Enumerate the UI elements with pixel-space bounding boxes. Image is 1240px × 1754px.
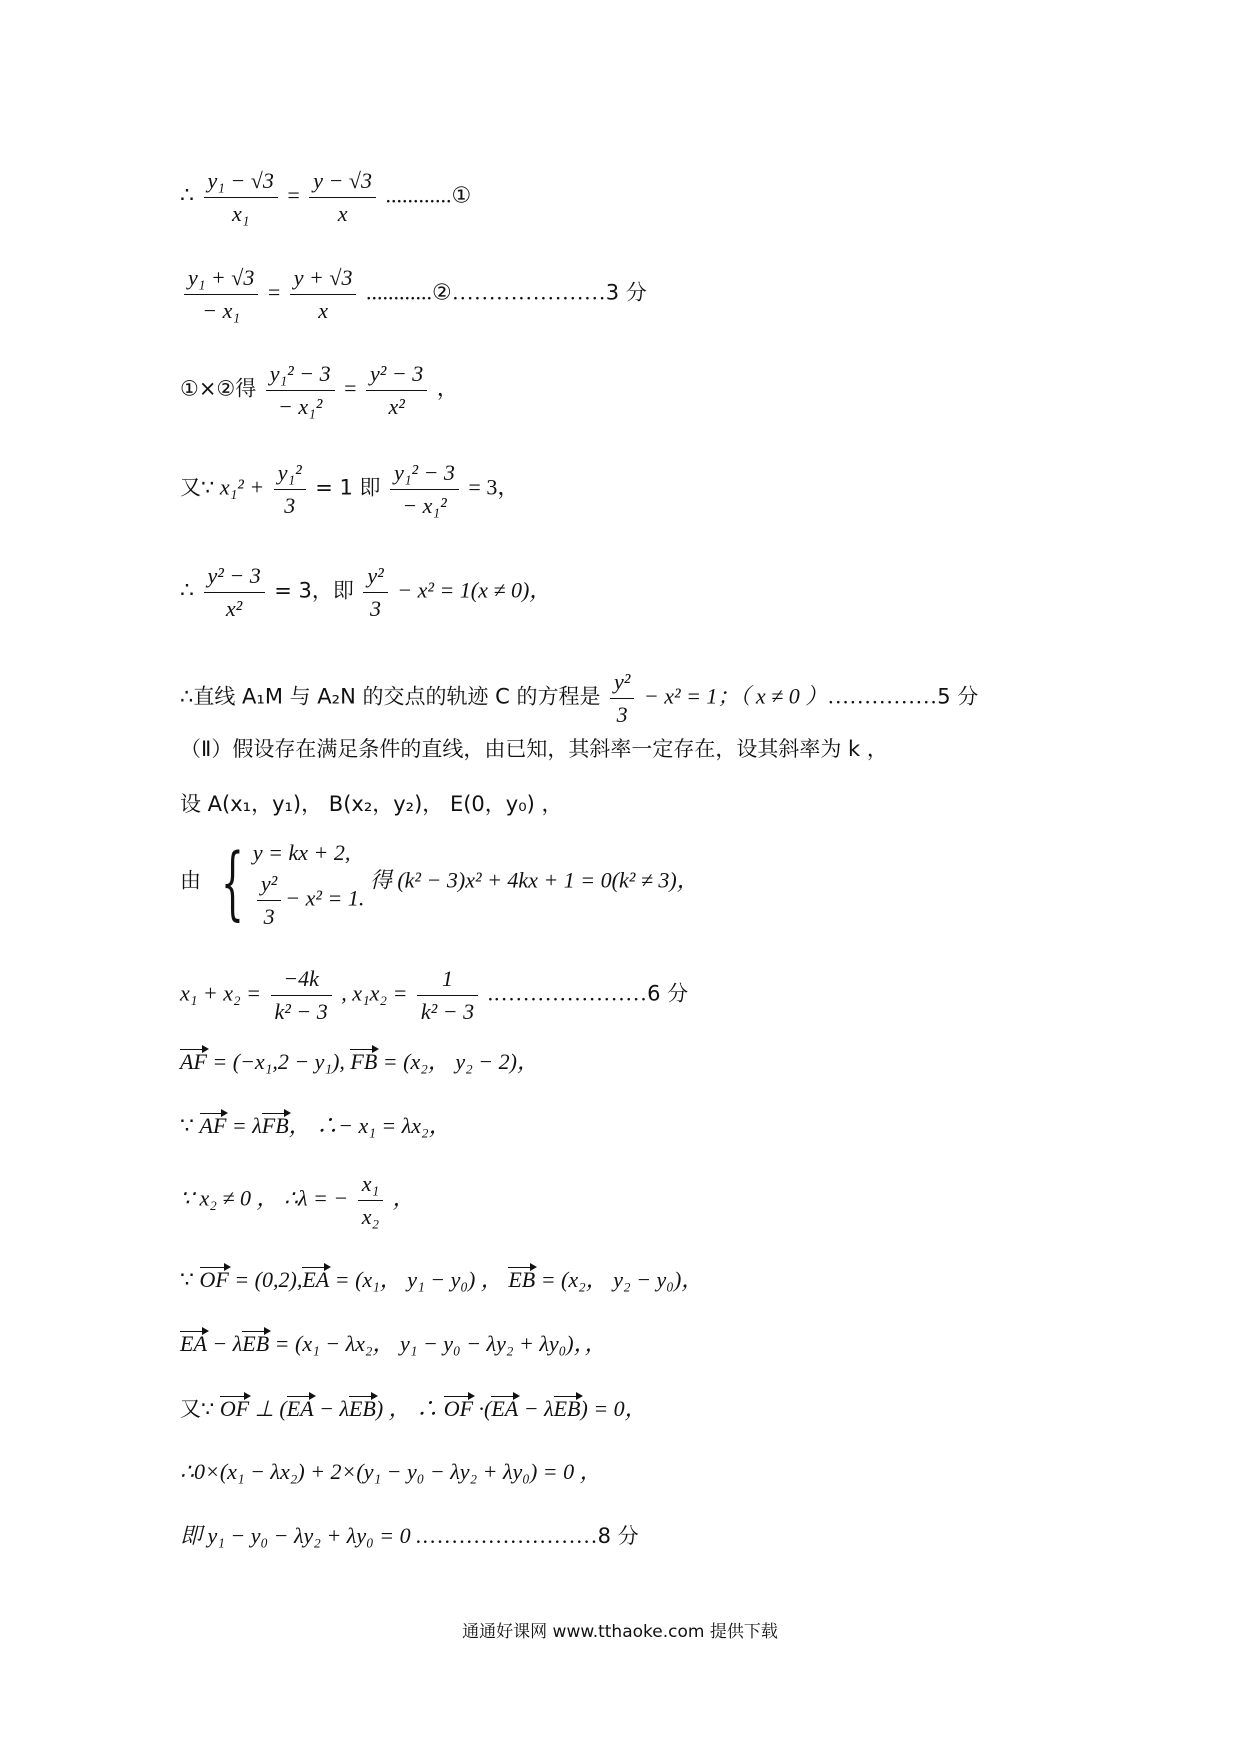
fraction: $\frac{\text{y²}}{3}$ (257, 871, 281, 930)
fraction: $\frac{\text{x₁}}{\text{x₂}}$ (358, 1171, 383, 1230)
equation-line-12 (180, 1112, 451, 1140)
fraction: $\frac{\text{y₁² − 3}}{\text{− x₁²}}$ (266, 361, 335, 420)
statement-text: 设 A(x₁，y₁)， B(x₂，y₂)， E(0，y₀) ， (180, 792, 563, 816)
equation-line-10 (180, 966, 688, 1025)
vector-symbol: OF (219, 1396, 250, 1421)
leader-dots: …………… (827, 683, 938, 709)
statement-text: ∴直线 A₁M 与 A₂N 的交点的轨迹 C 的方程是 (180, 684, 601, 709)
equation-system-line (180, 835, 699, 930)
statement-text: （Ⅱ）假设存在满足条件的直线，由已知，其斜率一定存在，设其斜率为 k ， (180, 737, 888, 761)
equation-system (253, 835, 364, 930)
vector-symbol: AF (180, 1049, 207, 1074)
vector-symbol: AF (199, 1113, 227, 1138)
therefore-symbol: ∴ (180, 182, 194, 208)
page-footer (0, 1617, 1240, 1642)
equation-line-5 (180, 563, 551, 622)
expression: ) ， ∴ (375, 1396, 439, 1421)
score-mark: 8 分 (597, 1524, 639, 1548)
line-prefix: 又∵ (180, 1397, 215, 1421)
line-tail: − x² = 1；（ x ≠ 0 ） (643, 683, 828, 709)
fraction: $\frac{\text{y² − 3}}{\text{x²}}$ (366, 361, 427, 420)
part-two-heading (180, 735, 888, 763)
expression: x₁² + (219, 474, 265, 500)
equation-line-1: ∴ $\frac{\text{y₁ − √3}}{\text{x₁}}$ = $\frac{y - √3}{x}$ ............① (180, 168, 472, 226)
expression: = (x₁ − λx₂， y₁ − y₀ − λy₂ + λy₀)，， (269, 1331, 607, 1356)
equation-line-4 (180, 460, 519, 519)
equation-line-8 (180, 790, 563, 818)
vector-symbol: OF (199, 1267, 229, 1292)
score-mark: 5 分 (937, 684, 979, 709)
footer-text: 通通好课网 www.tthaoke.com 提供下载 (462, 1622, 778, 1642)
line-prefix: 又∵ (180, 475, 215, 500)
equation-line-18 (180, 1522, 639, 1550)
vector-symbol: FB (350, 1049, 378, 1074)
equation-line-3: ①×②得 $\frac{\text{y₁² − 3}}{\text{− x₁²}}$ = $\frac{\text{y² − 3}}{\text{x²}}$ ， (180, 361, 459, 419)
expression: ⊥ ( (249, 1396, 287, 1421)
vector-symbol: OF (443, 1396, 474, 1421)
system-equation-1: y = kx + 2, (252, 840, 351, 865)
fraction: $\frac{\text{y₁² − 3}}{\text{− x₁²}}$ (390, 460, 459, 519)
line-prefix: ①×②得 (180, 376, 257, 401)
expression: = (x₂， y₂ − 2)， (377, 1049, 539, 1074)
fraction: $\frac{y + √3}{x}$ (290, 265, 357, 324)
score-mark: 6 分 (647, 981, 689, 1006)
expression: = (x₂， y₂ − y₀)， (535, 1267, 704, 1292)
leader-dots: ………………… (493, 980, 648, 1006)
leader-dots: ………………… (451, 279, 606, 305)
fraction: $\frac{\text{y₁²}}{3}$ (274, 460, 306, 519)
vector-symbol: FB (261, 1113, 289, 1138)
vector-symbol: EB (242, 1331, 270, 1356)
because-symbol: ∵ (180, 1267, 194, 1292)
vector-symbol: EA (180, 1331, 207, 1356)
equation-line-16 (180, 1395, 647, 1423)
expression: ∵ x₂ ≠ 0 ， ∴λ = − (180, 1185, 349, 1211)
leader-dots: …………………… (421, 1523, 598, 1548)
expression: ， ∴− x₁ = λx₂， (288, 1113, 451, 1138)
fraction: $\frac{\text{y²}}{3}$ (610, 669, 634, 728)
fraction: $\frac{y - √3}{x}$ (309, 168, 376, 227)
fraction: $\frac{\text{y₁ + √3}}{\text{− x₁}}$ (184, 265, 258, 324)
expression: ·( (473, 1396, 492, 1421)
fraction: $\frac{\text{y²}}{3}$ (363, 563, 387, 622)
expression: = 3，即 (274, 578, 354, 603)
expression: x₁ + x₂ = (180, 980, 262, 1006)
expression: = λ (226, 1113, 262, 1138)
system-equation-2: $\frac{\text{y²}}{3}$ − x² = 1. (253, 871, 364, 930)
left-brace-icon: { (220, 835, 244, 929)
equation-line-15 (180, 1330, 607, 1358)
therefore-symbol: ∴ (180, 577, 194, 603)
expression: − λ (313, 1396, 349, 1421)
fraction: $\frac{\text{y² − 3}}{\text{x²}}$ (204, 563, 265, 622)
score-mark: 3 分 (605, 280, 647, 305)
vector-symbol: EA (491, 1396, 519, 1421)
equation-line-13 (180, 1171, 415, 1230)
expression: = (x₁， y₁ − y₀) ， (329, 1267, 503, 1292)
equation-label: ............① (385, 182, 472, 208)
equation-label: ............② (365, 279, 452, 305)
line-prefix: 由 (180, 868, 201, 893)
vector-symbol: EB (348, 1396, 376, 1421)
line-tail: ， (436, 375, 459, 401)
expression: − λ (518, 1396, 554, 1421)
vector-symbol: EA (286, 1396, 314, 1421)
equation-line-11 (180, 1048, 539, 1076)
expression: = (−x₁,2 − y₁), (206, 1049, 345, 1074)
fraction: $\frac{1}{\text{k² − 3}}$ (417, 966, 478, 1025)
line-tail: − x² = 1(x ≠ 0)， (397, 577, 552, 603)
expression: = 1 即 (315, 475, 381, 500)
line-tail: = 3， (468, 474, 520, 500)
vector-symbol: EB (553, 1396, 581, 1421)
fraction: $\frac{\text{y₁ − √3}}{\text{x₁}}$ (204, 168, 278, 227)
equation-line-2: $\frac{\text{y₁ + √3}}{\text{− x₁}}$ = $\frac{y + √3}{x}$ ............②…………………3 分 (180, 265, 647, 324)
vector-symbol: EB (508, 1267, 536, 1292)
expression: = (0,2), (228, 1267, 303, 1292)
line-tail: 得 (k² − 3)x² + 4kx + 1 = 0(k² ≠ 3)， (369, 867, 699, 893)
line-tail: . (487, 980, 494, 1006)
vector-symbol: EA (302, 1267, 330, 1292)
expression: ) = 0， (580, 1396, 647, 1421)
equation-line-14 (180, 1266, 703, 1294)
because-symbol: ∵ (180, 1113, 194, 1138)
fraction: $\frac{-4k}{\text{k² − 3}}$ (271, 966, 332, 1025)
line-tail: ， (392, 1185, 415, 1211)
expression: − λ (206, 1331, 243, 1356)
expression: 即 y₁ − y₀ − λy₂ + λy₀ = 0 . (180, 1523, 422, 1548)
equation-line-17 (180, 1458, 602, 1486)
equation-line-6 (180, 669, 978, 728)
expression: , x₁x₂ = (341, 980, 408, 1006)
expression: ∴0×(x₁ − λx₂) + 2×(y₁ − y₀ − λy₂ + λy₀) = 0 ， (180, 1459, 602, 1484)
